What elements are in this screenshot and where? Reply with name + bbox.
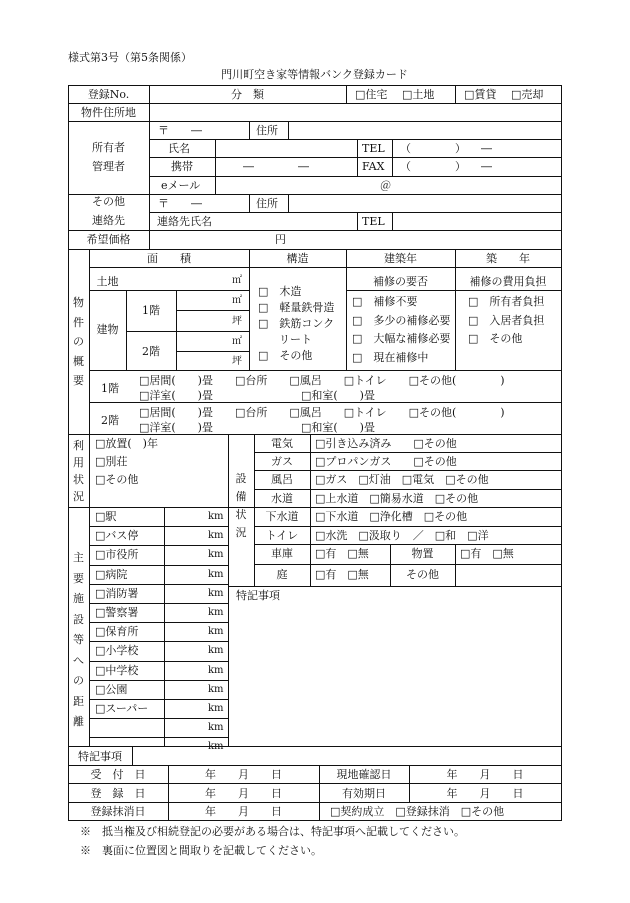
room-line-1: □居間( )畳 □台所 □風呂 □トイレ □その他( ) (139, 406, 505, 419)
km-unit: km (208, 703, 224, 714)
km-unit: km (208, 684, 224, 695)
rule-h (68, 121, 561, 122)
structure-option: □ その他 (258, 349, 313, 362)
rule-h (89, 584, 228, 585)
rule-h (89, 718, 228, 719)
rule-h (89, 370, 561, 371)
structure-option: リート (279, 333, 312, 346)
floor1-tsubo-unit: 坪 (232, 316, 242, 327)
rule-h (89, 641, 228, 642)
rule-v (392, 212, 393, 230)
usage-label: 利 用 状 況 (73, 439, 84, 503)
km-unit: km (208, 665, 224, 676)
option-house: □住宅 (355, 88, 388, 101)
rule-h (68, 746, 561, 747)
facility-item: □中学校 (95, 664, 139, 677)
owner-tel-dash: ― (481, 142, 492, 155)
other-contact-tel-label: TEL (362, 215, 385, 228)
rule-v (89, 507, 90, 746)
valid-until-label: 有効期日 (342, 787, 386, 800)
km-unit: km (208, 722, 224, 733)
rule-h (68, 765, 561, 766)
facility-item: □スーパー (95, 702, 149, 715)
deregistration-reason-options: □契約成立 □登録抹消 □その他 (330, 805, 505, 818)
rule-h (176, 310, 249, 311)
facility-item: □病院 (95, 568, 128, 581)
rule-h (89, 402, 561, 403)
rule-h (68, 820, 561, 821)
registration-no-label: 登録No. (87, 88, 130, 101)
rule-h (89, 680, 228, 681)
equipment-notes-label: 特記事項 (236, 589, 280, 602)
garage-options: □有 □無 (315, 547, 369, 560)
equipment-row-name: 水道 (271, 492, 293, 505)
rule-h (254, 564, 561, 565)
rule-v (126, 290, 127, 370)
area-header: 面 積 (147, 252, 191, 265)
facility-item: □警察署 (95, 606, 139, 619)
rule-h (68, 249, 561, 250)
garden-label: 庭 (276, 568, 288, 581)
rule-h (254, 526, 561, 527)
rule-h (254, 544, 561, 545)
rule-v (392, 139, 393, 176)
land-label: 土地 (96, 275, 119, 288)
rule-h (89, 699, 228, 700)
option-rent: □賃貸 (464, 88, 497, 101)
rule-h (89, 267, 561, 268)
rule-h (89, 290, 249, 291)
deregistered-date-label: 登録抹消日 (90, 805, 146, 818)
km-unit: km (208, 588, 224, 599)
other-contact-name-label: 連絡先氏名 (157, 215, 212, 228)
rule-h (346, 290, 561, 291)
rule-v (346, 249, 347, 370)
garden-options: □有 □無 (315, 568, 369, 581)
km-unit: km (208, 626, 224, 637)
structure-option: □ 軽量鉄骨造 (258, 301, 335, 314)
rule-h (89, 545, 228, 546)
rule-v (455, 85, 456, 103)
repair-need-header: 補修の要否 (373, 275, 428, 288)
owner-fax-label: FAX (362, 160, 385, 173)
repair-cost-header: 補修の費用負担 (469, 275, 547, 288)
owner-manager-label: 所有者 管理者 (92, 141, 125, 173)
registered-date-ymd: 年 月 日 (205, 787, 282, 800)
facility-item: □公園 (95, 683, 128, 696)
owner-mobile-label: 携帯 (171, 160, 193, 173)
site-check-label: 現地確認日 (336, 768, 392, 781)
rule-v (149, 121, 150, 194)
owner-email-label: eメール (161, 179, 201, 192)
rule-v (561, 85, 562, 766)
usage-option: □その他 (95, 473, 139, 486)
received-date-label: 受 付 日 (90, 768, 146, 781)
rule-h (89, 526, 228, 527)
overview-label: 物 件 の 概 要 (73, 296, 84, 387)
storage-label: 物置 (411, 547, 434, 560)
equipment-row-options: □引き込み済み □その他 (315, 437, 457, 450)
rule-v (164, 507, 165, 746)
km-unit: km (208, 549, 224, 560)
equipment-row-options: □水洗 □汲取り ／ □和 □洋 (315, 529, 489, 542)
usage-option: □別荘 (95, 455, 128, 468)
rule-v (455, 249, 456, 370)
owner-tel-paren: （ ） (400, 142, 466, 155)
other-contact-address-label: 住所 (256, 197, 278, 210)
room-floor-label: 2階 (101, 414, 119, 427)
rule-v (288, 194, 289, 212)
facility-item: □バス停 (95, 529, 139, 542)
owner-fax-dash: ― (481, 160, 492, 173)
deregistered-date-ymd: 年 月 日 (205, 805, 282, 818)
rule-v (357, 212, 358, 230)
rule-v (249, 121, 250, 139)
rule-v (149, 103, 150, 121)
floor2-tsubo-unit: 坪 (232, 356, 242, 367)
room-line-2: □洋室( )畳 □和室( )畳 (139, 421, 375, 434)
repair-cost-option: □ 入居者負担 (468, 313, 545, 327)
rule-h (254, 452, 561, 453)
rule-v (215, 139, 216, 194)
owner-address-label: 住所 (256, 124, 278, 137)
equipment-row-options: □ガス □灯油 □電気 □その他 (315, 473, 489, 486)
rule-h (68, 434, 561, 435)
km-unit: km (208, 569, 224, 580)
rule-v (346, 85, 347, 103)
floor1-sqm-unit: ㎡ (232, 295, 242, 306)
facility-item: □小学校 (95, 644, 139, 657)
land-sqm-unit: ㎡ (232, 275, 242, 286)
price-unit: 円 (275, 233, 286, 246)
rule-v (357, 139, 358, 176)
rule-h (68, 85, 561, 86)
form-number: 様式第3号（第5条関係） (68, 51, 192, 64)
repair-need-option: □ 多少の補修必要 (352, 313, 451, 327)
room-line-1: □居間( )畳 □台所 □風呂 □トイレ □その他( ) (139, 374, 505, 387)
valid-until-ymd: 年 月 日 (446, 787, 524, 800)
structure-option: □ 木造 (258, 285, 302, 298)
facility-item: □市役所 (95, 548, 139, 561)
rule-h (68, 103, 561, 104)
building-label: 建物 (96, 323, 119, 336)
km-unit: km (208, 607, 224, 618)
rule-h (126, 331, 249, 332)
room-floor-label: 1階 (101, 382, 119, 395)
building-floor1-label: 1階 (142, 304, 160, 317)
distance-label: 主 要 施 設 等 へ の 距 離 (73, 551, 84, 728)
rule-v (149, 194, 150, 230)
facility-item: □保育所 (95, 625, 139, 638)
notes-label: 特記事項 (78, 750, 122, 763)
facility-item: □消防署 (95, 587, 139, 600)
property-address-label: 物件住所地 (81, 106, 136, 119)
owner-email-at: ＠ (380, 179, 391, 192)
building-age-header: 築 年 (486, 252, 530, 265)
repair-cost-option: □ その他 (468, 332, 523, 345)
rule-v (288, 121, 289, 139)
equipment-other-label: その他 (406, 568, 439, 581)
km-unit: km (208, 530, 224, 541)
rule-v (249, 194, 250, 212)
rule-v (249, 249, 250, 370)
other-contact-postal: 〒 ― (158, 197, 202, 210)
classification-label: 分 類 (231, 88, 264, 101)
received-date-ymd: 年 月 日 (205, 768, 282, 781)
registered-date-label: 登 録 日 (90, 787, 146, 800)
facility-item: □駅 (95, 510, 117, 523)
other-contact-label: その他 連絡先 (92, 195, 125, 227)
owner-postal: 〒 ― (158, 124, 202, 137)
footnote-1: ※ 抵当権及び相続登記の必要がある場合は、特記事項へ記載してください。 (80, 825, 465, 838)
rule-h (89, 565, 228, 566)
owner-mobile-sep: ― ― (243, 160, 309, 173)
storage-options: □有 □無 (460, 547, 514, 560)
rule-h (254, 470, 561, 471)
building-floor2-label: 2階 (142, 345, 160, 358)
rule-h (149, 157, 561, 158)
rule-v (176, 290, 177, 370)
equipment-row-options: □プロパンガス □その他 (315, 455, 457, 468)
km-unit: km (208, 511, 224, 522)
equipment-label: 設 備 状 況 (235, 472, 247, 539)
site-check-ymd: 年 月 日 (446, 768, 524, 781)
option-land: □土地 (402, 88, 435, 101)
equipment-row-name: ガス (271, 455, 293, 468)
built-year-header: 建築年 (384, 252, 417, 265)
rule-h (228, 586, 561, 587)
floor2-sqm-unit: ㎡ (232, 336, 242, 347)
rule-v (149, 230, 150, 249)
rule-v (132, 746, 133, 765)
km-unit: km (208, 645, 224, 656)
rule-h (149, 212, 561, 213)
repair-need-option: □ 大幅な補修必要 (352, 332, 451, 345)
rule-v (561, 765, 562, 821)
equipment-row-name: トイレ (265, 529, 299, 542)
usage-option: □放置( )年 (95, 437, 158, 450)
equipment-row-name: 下水道 (265, 510, 299, 523)
rule-v (455, 544, 456, 586)
rule-h (68, 783, 561, 784)
equipment-row-options: □上水道 □簡易水道 □その他 (315, 492, 479, 505)
rule-v (89, 434, 90, 507)
option-sale: □売却 (511, 88, 544, 101)
rule-h (149, 176, 561, 177)
equipment-row-options: □下水道 □浄化槽 □その他 (315, 510, 468, 523)
rule-h (89, 622, 228, 623)
rule-h (254, 489, 561, 490)
footnote-2: ※ 裏面に位置図と間取りを記載してください。 (80, 844, 322, 857)
repair-cost-option: □ 所有者負担 (468, 295, 545, 308)
repair-need-option: □ 補修不要 (352, 295, 418, 308)
rule-h (89, 603, 228, 604)
owner-fax-paren: （ ） (400, 160, 466, 173)
form-title: 門川町空き家等情報バンク登録カード (221, 68, 408, 81)
rule-h (89, 661, 228, 662)
equipment-row-name: 電気 (271, 437, 293, 450)
price-label: 希望価格 (86, 233, 131, 246)
rule-h (68, 507, 561, 508)
owner-name-label: 氏名 (168, 142, 190, 155)
repair-need-option: □ 現在補修中 (352, 350, 429, 364)
rule-h (176, 351, 249, 352)
structure-header: 構造 (286, 252, 309, 265)
rule-h (68, 802, 561, 803)
rule-h (149, 139, 561, 140)
rule-h (89, 737, 228, 738)
km-unit (208, 742, 224, 752)
room-line-2: □洋室( )畳 □和室( )畳 (139, 389, 375, 402)
garage-label: 車庫 (271, 547, 293, 560)
structure-option: □ 鉄筋コンク (258, 317, 335, 330)
owner-tel-label: TEL (362, 142, 385, 155)
equipment-row-name: 風呂 (271, 473, 293, 486)
